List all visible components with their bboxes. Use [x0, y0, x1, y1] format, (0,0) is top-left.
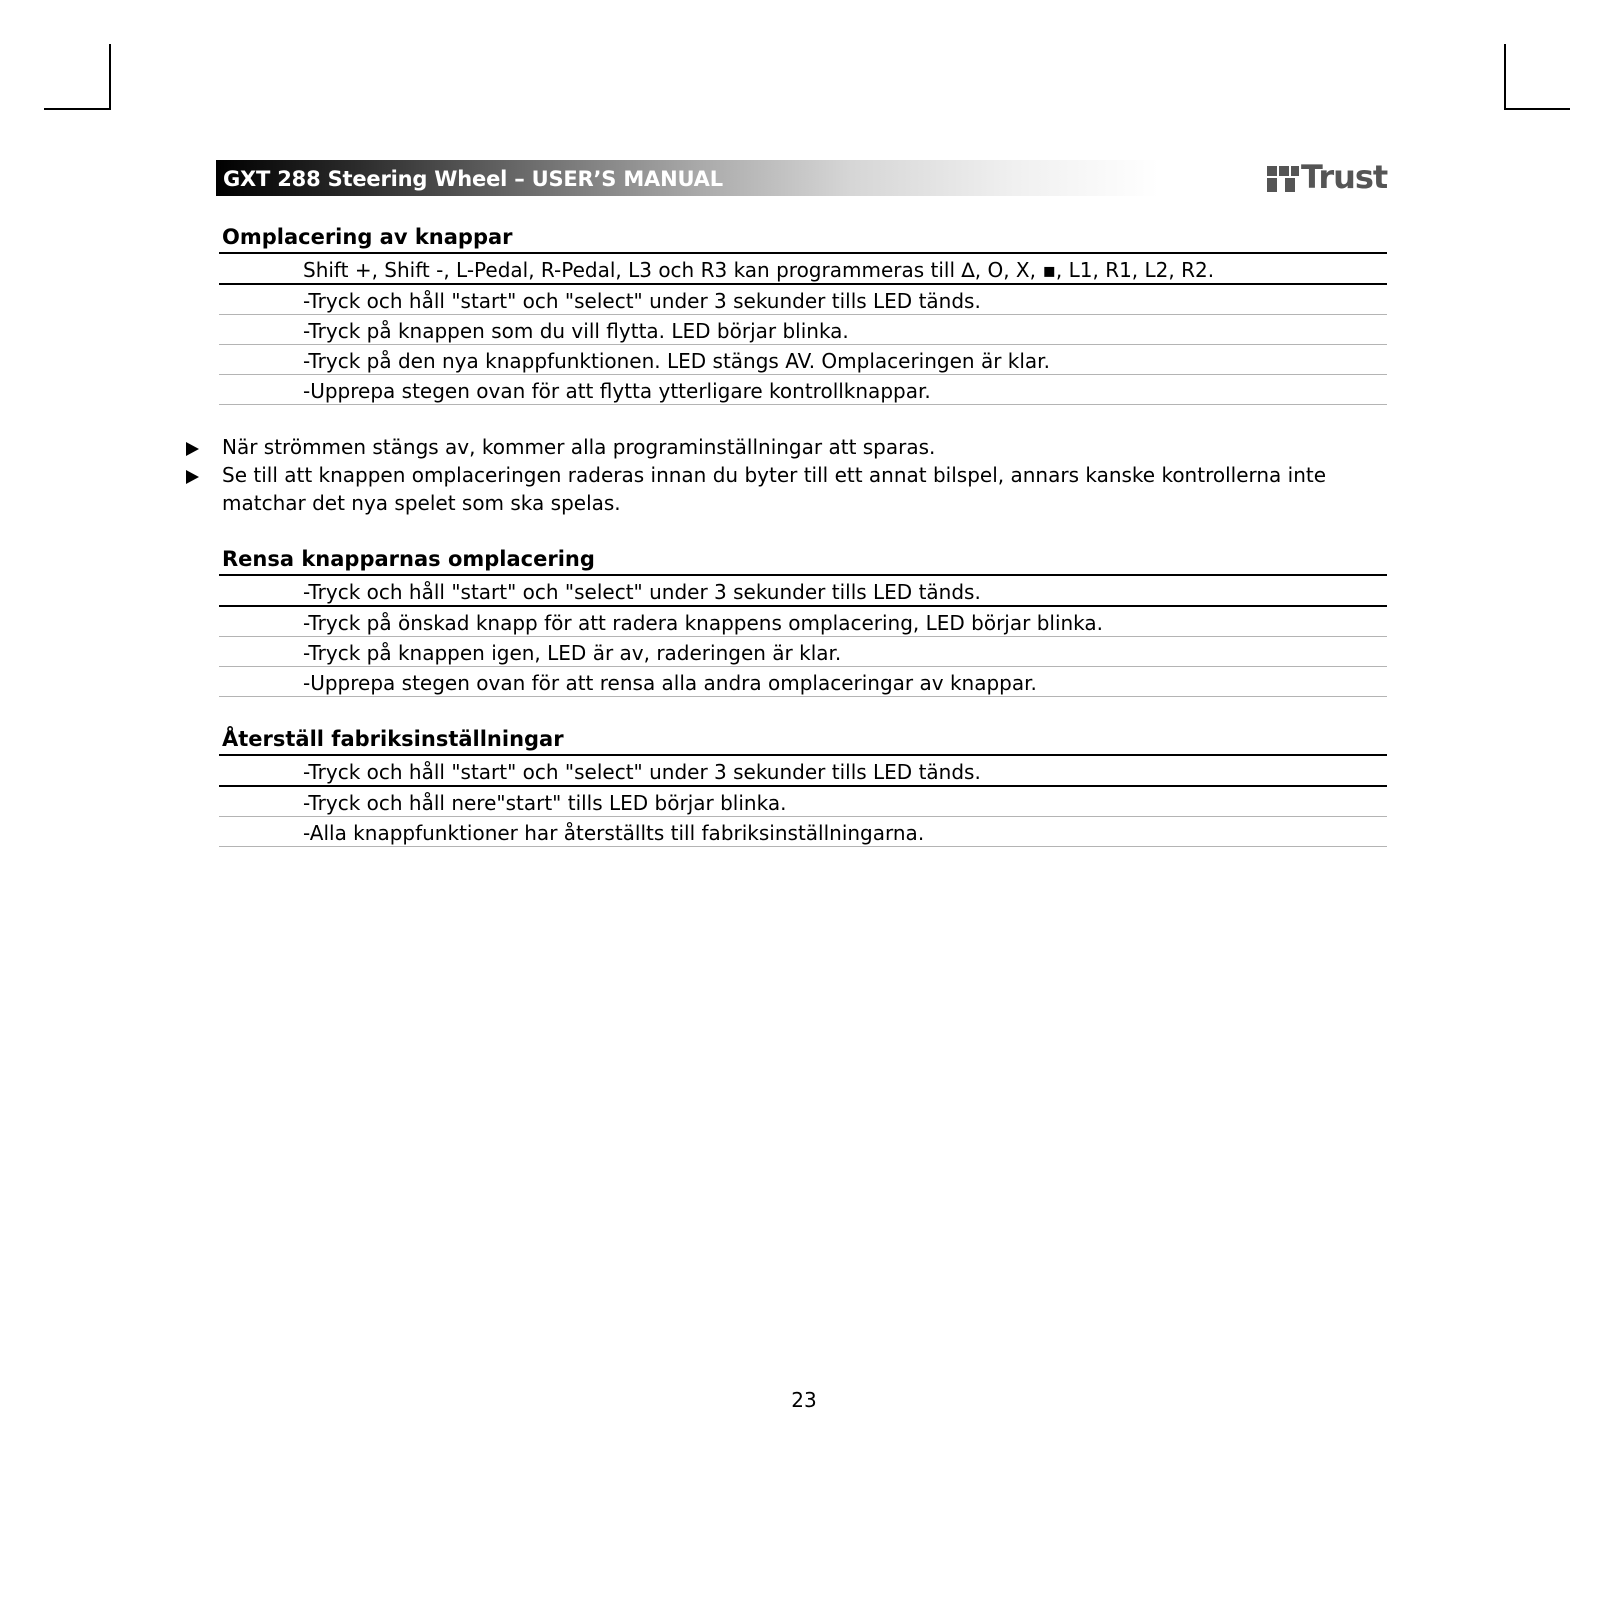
instruction-step: -Alla knappfunktioner har återställts till fabriksinställningarna.	[303, 821, 925, 845]
section-rule	[219, 252, 1387, 254]
section-title-rensa: Rensa knapparnas omplacering	[222, 547, 595, 571]
section-lead-text: -Tryck och håll "start" och "select" under 3 sekunder tills LED tänds.	[303, 760, 981, 784]
crop-mark-top-left-horizontal	[44, 108, 111, 110]
note-text-continued: matchar det nya spelet som ska spelas.	[222, 491, 621, 515]
row-divider	[219, 816, 1387, 817]
instruction-step: -Upprepa stegen ovan för att rensa alla andra omplaceringar av knappar.	[303, 671, 1037, 695]
instruction-step: -Upprepa stegen ovan för att flytta ytterligare kontrollknappar.	[303, 379, 931, 403]
brand-logo	[1265, 160, 1389, 200]
instruction-step: -Tryck och håll "start" och "select" under 3 sekunder tills LED tänds.	[303, 289, 981, 313]
section-lead-text: -Tryck och håll "start" och "select" under 3 sekunder tills LED tänds.	[303, 580, 981, 604]
row-divider	[219, 666, 1387, 667]
instruction-step: -Tryck på önskad knapp för att radera knappens omplacering, LED börjar blinka.	[303, 611, 1104, 635]
manual-title: GXT 288 Steering Wheel – USER’S MANUAL	[223, 167, 723, 191]
page-number: 23	[791, 1388, 817, 1412]
logo-wordmark: Trust	[1301, 158, 1388, 196]
row-divider	[219, 846, 1387, 847]
crop-mark-top-right-horizontal	[1504, 108, 1570, 110]
note-text: Se till att knappen omplaceringen raderas innan du byter till ett annat bilspel, annars kanske kontrollerna inte	[222, 463, 1327, 487]
section-rule	[219, 574, 1387, 576]
crop-mark-top-right-vertical	[1504, 44, 1506, 110]
section-lead-text: Shift +, Shift -, L-Pedal, R-Pedal, L3 och R3 kan programmeras till ∆, O, X, ▪, L1, R1, L2, R2.	[303, 258, 1215, 282]
row-divider	[219, 696, 1387, 697]
instruction-step: -Tryck på knappen igen, LED är av, raderingen är klar.	[303, 641, 842, 665]
note-text: När strömmen stängs av, kommer alla programinställningar att sparas.	[222, 435, 936, 459]
instruction-step: -Tryck och håll nere"start" tills LED börjar blinka.	[303, 791, 787, 815]
row-divider	[219, 636, 1387, 637]
row-divider	[219, 785, 1387, 787]
instruction-step: -Tryck på den nya knappfunktionen. LED stängs AV. Omplaceringen är klar.	[303, 349, 1050, 373]
row-divider	[219, 314, 1387, 315]
bullet-arrow-icon	[186, 442, 199, 456]
manual-header-bar	[216, 160, 1241, 196]
section-title-aterstall: Återställ fabriksinställningar	[222, 727, 564, 751]
trust-logo-icon	[1265, 162, 1301, 196]
row-divider	[219, 605, 1387, 607]
bullet-arrow-icon	[186, 470, 199, 484]
crop-mark-top-left-vertical	[109, 44, 111, 110]
row-divider	[219, 283, 1387, 285]
section-title-omplacering: Omplacering av knappar	[222, 225, 513, 249]
instruction-step: -Tryck på knappen som du vill flytta. LED börjar blinka.	[303, 319, 849, 343]
row-divider	[219, 374, 1387, 375]
row-divider	[219, 344, 1387, 345]
section-rule	[219, 754, 1387, 756]
row-divider	[219, 404, 1387, 405]
